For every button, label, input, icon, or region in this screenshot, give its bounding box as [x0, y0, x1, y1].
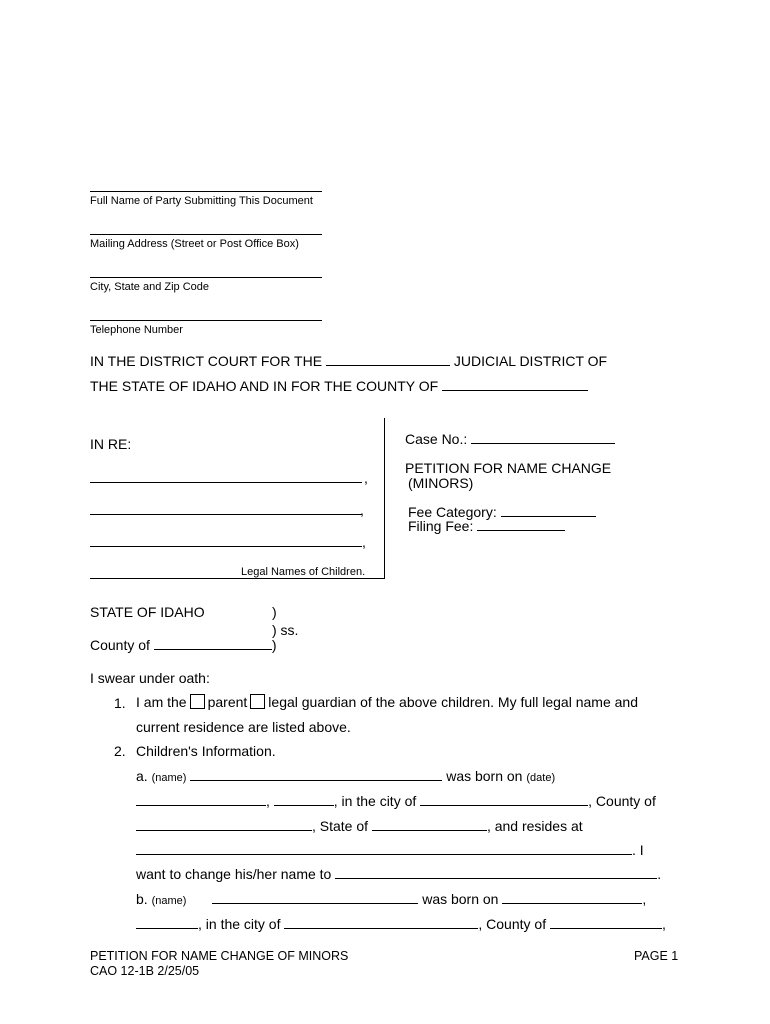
case-no-blank[interactable]	[471, 431, 615, 444]
child-name-line-1[interactable]	[90, 482, 362, 483]
venue-paren-3: )	[271, 637, 277, 653]
comma-2: ,	[360, 502, 364, 518]
child-b-letter: b.	[136, 891, 148, 907]
child-a-county-of: , County of	[588, 793, 656, 809]
state-of-idaho: STATE OF IDAHO	[90, 604, 205, 620]
footer-title: PETITION FOR NAME CHANGE OF MINORS	[90, 949, 349, 963]
city-state-zip-label: City, State and Zip Code	[90, 281, 210, 293]
comma-1: ,	[364, 470, 368, 486]
child-b-line-2	[136, 916, 666, 932]
child-a-period: .	[657, 866, 662, 882]
child-b-year-blank[interactable]	[136, 916, 198, 929]
item-1-number: 1.	[114, 695, 126, 711]
child-a-in-city: , in the city of	[333, 793, 417, 809]
child-a-line-2	[136, 793, 656, 809]
in-re-label: IN RE:	[90, 436, 132, 452]
child-a-state-of: , State of	[312, 818, 369, 834]
fee-category-label: Fee Category:	[408, 504, 497, 520]
child-a-resides: , and resides at	[486, 818, 583, 834]
child-a-comma: ,	[266, 793, 270, 809]
child-b-comma-2: ,	[661, 916, 666, 932]
child-a-letter: a.	[136, 768, 148, 784]
child-name-line-2[interactable]	[90, 514, 362, 515]
caption-divider	[384, 418, 385, 579]
filing-fee-blank[interactable]	[477, 518, 565, 531]
child-a-year-blank[interactable]	[274, 793, 334, 806]
child-b-born: was born on	[422, 891, 499, 907]
child-a-name-label: (name)	[151, 772, 187, 784]
child-a-line-3	[136, 818, 583, 834]
child-name-line-4[interactable]	[90, 578, 384, 579]
footer-page-number: PAGE 1	[634, 949, 679, 963]
address-line[interactable]	[90, 234, 322, 235]
child-a-date-blank[interactable]	[136, 793, 266, 806]
city-line[interactable]	[90, 277, 322, 278]
court-text-a: IN THE DISTRICT COURT FOR THE	[90, 353, 323, 369]
oath-intro: I swear under oath:	[90, 670, 210, 686]
case-no-label: Case No.:	[405, 431, 468, 447]
child-a-born: was born on	[446, 768, 523, 784]
telephone-label: Telephone Number	[90, 324, 183, 336]
item-1-line-2: current residence are listed above.	[136, 719, 351, 735]
court-heading-line-2	[90, 378, 588, 394]
item-1-text-b: legal guardian of the above children. My full legal name and	[268, 694, 638, 710]
child-b-line-1	[136, 891, 646, 907]
parent-checkbox[interactable]	[190, 694, 205, 709]
mailing-address-label: Mailing Address (Street or Post Office Box)	[90, 238, 299, 250]
county-blank[interactable]	[442, 378, 588, 391]
child-a-county-blank[interactable]	[136, 818, 312, 831]
child-a-line-4	[136, 842, 644, 858]
item-1-text-a: I am the	[136, 694, 187, 710]
child-a-city-blank[interactable]	[420, 793, 588, 806]
fee-category-blank[interactable]	[501, 504, 596, 517]
child-b-name-label: (name)	[151, 895, 187, 907]
filing-fee-label: Filing Fee:	[408, 518, 474, 534]
court-text-c: THE STATE OF IDAHO AND IN FOR THE COUNTY OF	[90, 378, 439, 394]
legal-names-label: Legal Names of Children.	[241, 566, 366, 578]
child-b-date-blank[interactable]	[502, 891, 642, 904]
court-text-b: JUDICIAL DISTRICT OF	[453, 353, 608, 369]
child-a-period-i: . I	[632, 842, 644, 858]
child-name-line-3[interactable]	[90, 546, 362, 547]
court-heading-line-1	[90, 353, 607, 369]
child-b-city-blank[interactable]	[284, 916, 478, 929]
case-number-row	[405, 431, 615, 447]
child-a-want-change: want to change his/her name to	[136, 866, 332, 882]
child-a-date-label: (date)	[526, 772, 556, 784]
venue-ss: ) ss.	[272, 622, 299, 638]
child-b-name-blank[interactable]	[212, 891, 418, 904]
child-a-line-5	[136, 866, 661, 882]
full-name-label: Full Name of Party Submitting This Document	[90, 195, 313, 207]
child-b-in-city: , in the city of	[198, 916, 281, 932]
district-blank[interactable]	[326, 353, 450, 366]
child-a-state-blank[interactable]	[372, 818, 487, 831]
item-1-parent: parent	[207, 694, 248, 710]
child-a-line-1	[136, 768, 555, 784]
item-2-label: Children's Information.	[136, 743, 276, 759]
child-a-name-blank[interactable]	[190, 768, 442, 781]
venue-paren-1: )	[272, 604, 277, 620]
petition-title-1: PETITION FOR NAME CHANGE	[405, 460, 612, 476]
county-of-label: County of	[90, 637, 150, 653]
child-b-county-blank[interactable]	[550, 916, 662, 929]
child-b-comma: ,	[642, 891, 647, 907]
name-line[interactable]	[90, 191, 322, 192]
footer-code: CAO 12-1B 2/25/05	[90, 964, 200, 978]
guardian-checkbox[interactable]	[250, 694, 265, 709]
child-a-new-name-blank[interactable]	[335, 866, 657, 879]
filing-fee-row	[408, 518, 565, 534]
phone-line[interactable]	[90, 320, 322, 321]
item-1-line-1	[136, 694, 638, 710]
venue-county-row	[90, 637, 277, 653]
petition-title-2: (MINORS)	[408, 475, 474, 491]
item-2-number: 2.	[114, 743, 126, 759]
child-b-county-of: , County of	[478, 916, 547, 932]
venue-county-blank[interactable]	[154, 637, 272, 650]
child-a-address-blank[interactable]	[136, 842, 632, 855]
comma-3: ,	[362, 534, 366, 550]
